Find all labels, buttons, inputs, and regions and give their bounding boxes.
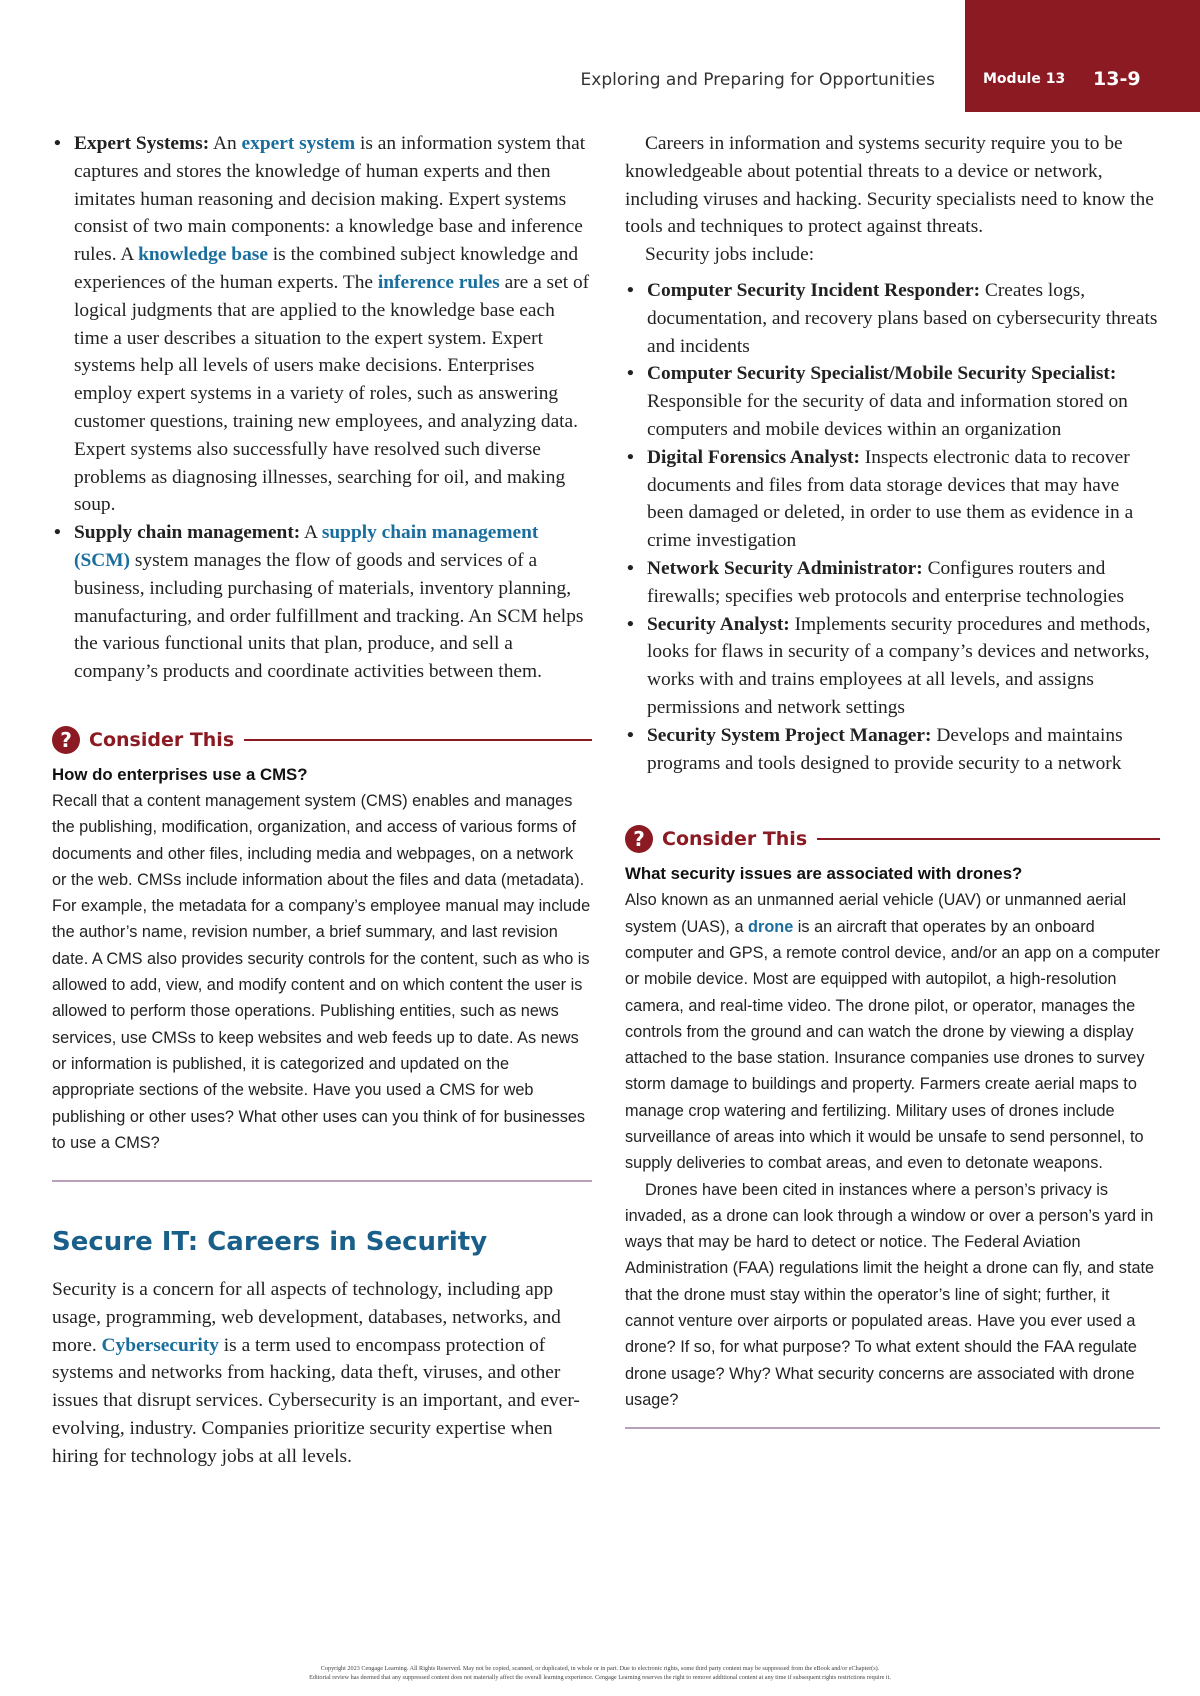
section-text: Security is a concern for all aspects of technology, including app usage, programming, web development, databases, networks, and more. (52, 1279, 561, 1356)
job-desc: Develops and maintains programs and tools designed to provide security to a network (647, 724, 1123, 774)
consider-header (52, 724, 592, 756)
list-item (625, 277, 1160, 360)
item-text: is the combined subject knowledge and experiences of the human experts. The (74, 244, 579, 293)
divider (817, 838, 1160, 840)
section-text: is a term used to encompass protection of systems and networks from hacking, data theft, viruses, and other issues that disrupt services. Cybersecurity is an important, and ever-evolving, industry. Companies prioritize security expertise when hiring for technology jobs at all levels. (52, 1334, 580, 1467)
consider-label: Consider This (662, 828, 808, 851)
copyright-line: Editorial review has deemed that any suppressed content does not materially affect the overall learning experience. Cengage Learning reserves the right to remove additional content at any time if subsequent rights restrictions require it. (309, 1674, 891, 1681)
job-title: Computer Security Specialist/Mobile Security Specialist: (647, 363, 1117, 385)
list-item (625, 555, 1160, 611)
question-icon: ? (52, 726, 80, 754)
section-title: Secure IT: Careers in Security (52, 1227, 488, 1258)
page-number: 13-9 (1093, 68, 1141, 90)
consider-this-cms (52, 724, 592, 1182)
item-text: is an information system that captures and stores the knowledge of human experts and then imitates human reasoning and decision making. Expert systems consist of two main components: a knowledge base and inference rules. A (74, 133, 586, 266)
list-item (625, 722, 1160, 778)
consider-this-drones (625, 823, 1160, 1429)
item-text: system manages the flow of goods and services of a business, including purchasing of materials, inventory planning, manufacturing, and order fulfillment and tracking. An SCM helps the various functional units that plan, produce, and sell a company’s products and coordinate activities between them. (74, 549, 584, 683)
job-title: Security System Project Manager: (647, 724, 932, 746)
divider (625, 1427, 1160, 1429)
list-item-expert-systems (52, 130, 592, 519)
term-link[interactable]: Cybersecurity (101, 1334, 219, 1356)
consider-label: Consider This (89, 728, 235, 751)
right-column (625, 130, 1160, 1429)
item-heading: Supply chain management: (74, 522, 301, 544)
term-link[interactable]: expert system (241, 133, 356, 154)
list-item-supply-chain (52, 519, 592, 686)
job-title: Security Analyst: (647, 613, 790, 635)
job-title: Computer Security Incident Responder: (647, 279, 981, 301)
page-header (0, 62, 1200, 102)
list-item (625, 360, 1160, 443)
job-desc: Responsible for the security of data and information stored on computers and mobile devices within an organization (647, 391, 1128, 440)
running-title: Exploring and Preparing for Opportunities (580, 70, 935, 90)
term-link[interactable]: knowledge base (138, 244, 268, 266)
consider-body: Recall that a content management system (CMS) enables and manages the publishing, modification, organization, and access of various forms of documents and other files, including media and webpages, on a network or the web. CMSs include information about the files and data (metadata). For example, the metadata for a company’s employee manual may include the author’s name, revision number, a brief summary, and last revision date. A CMS also provides security controls for the content, such as who is allowed to add, view, and modify content and on which content the user is allowed to perform those operations. Publishing entities, such as news services, use CMSs to keep websites and web feeds up to date. As news or information is published, it is categorized and updated on the appropriate sections of the website. Have you used a CMS for web publishing or other uses? What other uses can you think of for businesses to use a CMS? (52, 791, 591, 1152)
module-tab (965, 0, 1200, 112)
divider (52, 1180, 592, 1182)
module-label: Module 13 (983, 71, 1066, 87)
consider-body-2: Drones have been cited in instances where a person’s privacy is invaded, as a drone can look through a window or over a person’s yard in ways that may be hard to detect or notice. The Federal Aviation Administration (FAA) regulations limit the height a drone can fly, and state that the drone must stay within the operator’s line of sight; further, it cannot venture over airports or populated areas. Have you ever used a drone? If so, for what purpose? To what extent should the FAA regulate drone usage? Why? What security concerns are associated with drone usage? (625, 1180, 1155, 1409)
consider-question: How do enterprises use a CMS? (52, 764, 308, 784)
job-title: Network Security Administrator: (647, 557, 923, 579)
item-text: An (209, 133, 242, 154)
divider (244, 739, 592, 741)
consider-text: Also known as an unmanned aerial vehicle (UAV) or unmanned aerial system (UAS), a (625, 891, 1127, 936)
consider-text: is an aircraft that operates by an onboard computer and GPS, a remote control device, and/or an app on a computer or mobile device. Most are equipped with autopilot, a high-resolution camera, and real-time video. The drone pilot, or operator, manages the controls from the ground and can watch the drone by viewing a display attached to the base station. Insurance companies use drones to survey storm damage to buildings and property. Farmers create aerial maps to manage crop watering and fertilizing. Military uses of drones include surveillance of areas into which it would be unsafe to send personnel, to supply deliveries to combat areas, and even to detonate weapons. (625, 917, 1160, 1173)
left-column (52, 130, 592, 1471)
job-title: Digital Forensics Analyst: (647, 446, 860, 468)
job-desc: Inspects electronic data to recover documents and files from data storage devices that may have been damaged or deleted, in order to use them as evidence in a crime investigation (647, 446, 1134, 552)
term-link[interactable]: inference rules (377, 271, 500, 293)
item-text: A (300, 522, 322, 544)
question-icon: ? (625, 825, 653, 853)
consider-header (625, 823, 1160, 855)
list-item (625, 611, 1160, 722)
term-link[interactable]: supply chain management (SCM) (74, 522, 539, 571)
systems-list (52, 130, 592, 686)
term-link[interactable]: drone (748, 917, 794, 936)
job-desc: Configures routers and firewalls; specifies web protocols and enterprise technologies (647, 557, 1125, 607)
consider-body (625, 887, 1160, 1176)
copyright-footer (0, 1664, 1200, 1682)
consider-question: What security issues are associated with drones? (625, 864, 1023, 884)
jobs-list (625, 277, 1160, 777)
copyright-line: Copyright 2023 Cengage Learning. All Rights Reserved. May not be copied, scanned, or duplicated, in whole or in part. Due to electronic rights, some third party content may be suppressed from the eBook and/or eChapter(s). (320, 1665, 880, 1672)
item-text: are a set of logical judgments that are applied to the knowledge base each time a user describes a situation to the expert system. Expert systems help all levels of users make decisions. Enterprises employ expert systems in a variety of roles, such as answering customer questions, training new employees, and analyzing data. Expert systems also successfully have resolved such diverse problems as diagnosing illnesses, searching for oil, and making soup. (74, 271, 590, 516)
jobs-intro: Security jobs include: (645, 244, 815, 266)
job-desc: Creates logs, documentation, and recovery plans based on cybersecurity threats and incidents (647, 279, 1158, 357)
intro-paragraph: Careers in information and systems security require you to be knowledgeable about potential threats to a device or network, including viruses and hacking. Security specialists need to know the tools and techniques to protect against threats. (625, 133, 1154, 238)
item-heading: Expert Systems: (74, 133, 210, 154)
section-body (52, 1276, 592, 1471)
job-desc: Implements security procedures and methods, looks for flaws in security of a company’s devices and networks, works with and trains employees at all levels, and assigns permissions and network settings (647, 613, 1151, 718)
list-item (625, 444, 1160, 555)
